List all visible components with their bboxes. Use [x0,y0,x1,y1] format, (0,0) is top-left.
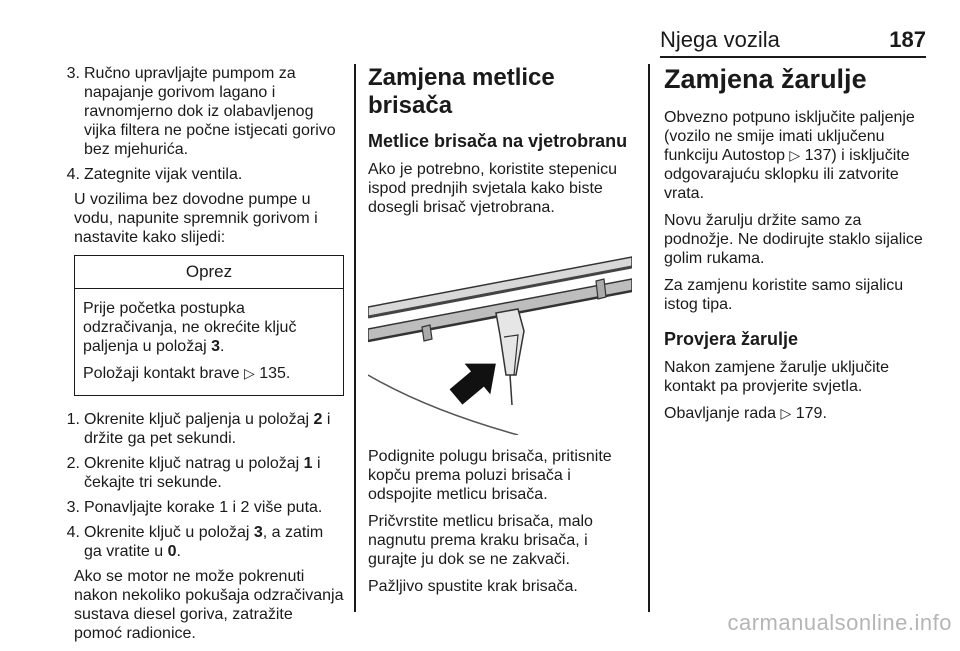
column-middle [368,64,634,604]
paragraph: U vozilima bez dovodne pumpe u vodu, napunite spremnik gorivom i nastavite kako slijedi: [74,191,318,246]
caution-box [74,255,344,396]
reference-arrow-icon: ▷ [789,147,801,163]
paragraph: Nakon zamjene žarulje uključite kontakt pa provjerite svjetla. [664,359,889,395]
paragraph: Podignite polugu brisača, pritisnite kopču prema poluzi brisača i odspojite metlicu brisača. [368,448,612,503]
reference-link[interactable]: ▷ 179. [780,405,827,422]
steps-list-a [56,64,344,184]
blade-clip [596,279,606,299]
header-rule [660,56,926,58]
paragraph: Pričvrstite metlicu brisača, malo nagnutu prema kraku brisača, i gurajte ju dok se ne zakvači. [368,513,593,568]
subsection-heading: Metlice brisača na vjetrobranu [368,131,628,151]
list-item: 4. Zategnite vijak ventila. [66,166,243,183]
paragraph: Za zamjenu koristite samo sijalicu istog tipa. [664,277,904,313]
paragraph: Obavljanje rada ▷ 179. [664,405,827,422]
paragraph: Ako je potrebno, koristite stepenicu ispod prednjih svjetala kako biste dosegli brisač vjetrobrana. [368,161,618,216]
list-item: 1. Okrenite ključ paljenja u položaj 2 i držite ga pet sekundi. [66,411,331,447]
paragraph: Ako se motor ne može pokrenuti nakon nekoliko pokušaja odzračivanja sustava diesel goriva, zatražite pomoć radionice. [74,568,344,642]
wiper-svg [368,225,632,435]
list-item: 3. Ručno upravljajte pumpom za napajanje gorivom lagano i ravnomjerno dok iz olabavljenog vijka filtera ne počne istjecati gorivo bez mjehurića. [66,65,336,158]
reference-arrow-icon: ▷ [243,365,255,381]
steps-list-b [56,410,344,561]
list-item: 4. Okrenite ključ u položaj 3, a zatim ga vratite u 0. [66,524,324,560]
pointer-arrow-icon [443,348,509,412]
header-title: Njega vozila [660,27,780,52]
caution-heading: Oprez [75,256,343,289]
running-header [660,28,926,58]
reference-link[interactable]: ▷ 137 [789,147,832,164]
page-number: 187 [889,27,926,52]
column-divider [648,64,650,612]
column-divider [354,64,356,612]
windshield-edge [368,375,518,435]
caution-body [75,289,343,395]
list-item: 2. Okrenite ključ natrag u položaj 1 i čekajte tri sekunde. [66,455,321,491]
list-item: 3. Ponavljajte korake 1 i 2 više puta. [66,499,323,516]
column-left [66,64,344,651]
section-heading: Zamjena žarulje [664,64,867,94]
caution-text: Prije početka postupka odzračivanja, ne okrećite ključ paljenja u položaj 3. [83,300,297,355]
paragraph: Obvezno potpuno isključite paljenje (vozilo ne smije imati uključenu funkciju Autostop ▷ 137) i isključite odgovarajuću sklopku ili zatvorite vrata. [664,109,915,202]
caution-reference: Položaji kontakt brave ▷ 135. [83,365,291,382]
column-right [664,64,930,431]
blade-connector [496,309,524,375]
reference-arrow-icon: ▷ [780,405,792,421]
paragraph: Pažljivo spustite krak brisača. [368,578,578,595]
wiper-blade-illustration [368,225,632,435]
subsection-heading: Provjera žarulje [664,329,799,349]
section-heading: Zamjena metlice brisača [368,64,555,119]
watermark: carmanualsonline.info [727,610,952,635]
paragraph: Novu žarulju držite samo za podnožje. Ne dodirujte staklo sijalice golim rukama. [664,212,923,267]
reference-link[interactable]: ▷ 135. [243,365,291,382]
